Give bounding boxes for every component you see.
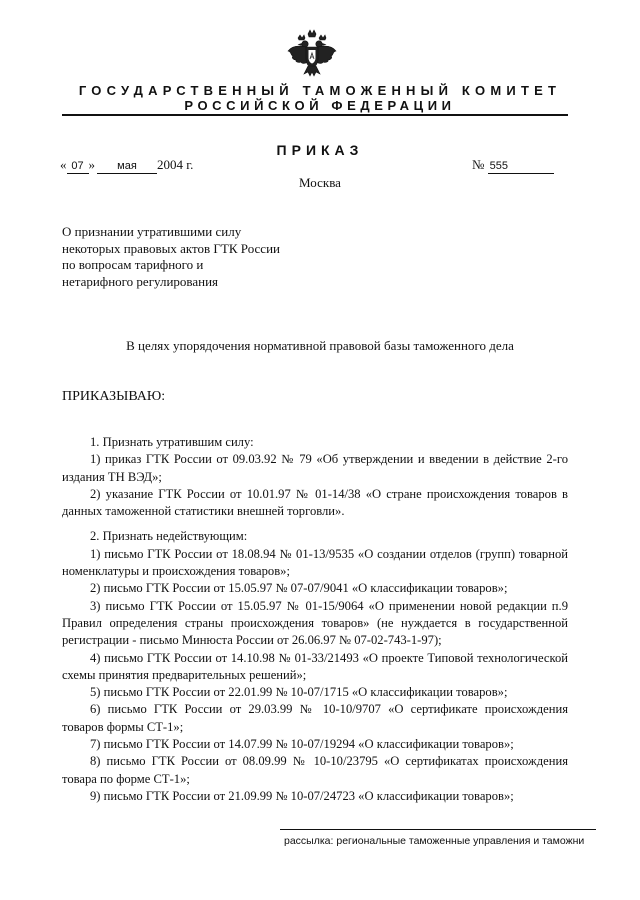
coat-of-arms-icon bbox=[286, 28, 338, 78]
date-day: 07 bbox=[67, 160, 89, 174]
number-value: 555 bbox=[488, 160, 554, 174]
list-item: 8) письмо ГТК России от 08.09.99 № 10-10/23795 «О сертификатах происхождения товара по форме СТ-1»; bbox=[62, 754, 568, 786]
section-heading: 1. Признать утратившим силу: bbox=[90, 435, 254, 449]
organization-country: РОССИЙСКОЙ ФЕДЕРАЦИИ bbox=[184, 98, 456, 113]
directive-heading: ПРИКАЗЫВАЮ: bbox=[62, 389, 166, 404]
subject-line: О признании утратившими силу bbox=[62, 224, 242, 239]
document-title: ПРИКАЗ bbox=[276, 142, 364, 158]
purpose-statement: В целях упорядочения нормативной правовой базы таможенного дела bbox=[126, 338, 514, 353]
list-item: 3) письмо ГТК России от 15.05.97 № 01-15/9064 «О применении новой редакции п.9 Правил определения страны происхождения товаров» (не нуждается в государственной регистрации - письмо Минюста России от 26.06.97 № 07-02-743-1-97); bbox=[62, 598, 568, 648]
number-label: № bbox=[472, 157, 485, 172]
mailing-list: рассылка: региональные таможенные управления и таможни bbox=[284, 835, 585, 847]
list-item: 6) письмо ГТК России от 29.03.99 № 10-10/9707 «О сертификате происхождения товаров формы СТ-1»; bbox=[62, 702, 568, 734]
list-item: 1) приказ ГТК России от 09.03.92 № 79 «Об утверждении и введении в действие 2-го издания ТН ВЭД»; bbox=[62, 452, 568, 484]
date-close-quote: » bbox=[88, 157, 95, 172]
list-item: 2) письмо ГТК России от 15.05.97 № 07-07/9041 «О классификации товаров»; bbox=[90, 581, 508, 596]
order-body bbox=[62, 434, 568, 805]
list-item: 5) письмо ГТК России от 22.01.99 № 10-07/1715 «О классификации товаров»; bbox=[90, 685, 508, 700]
order-number bbox=[472, 157, 554, 174]
header-divider bbox=[62, 114, 568, 116]
subject-line: нетарифного регулирования bbox=[62, 273, 219, 289]
list-item: 4) письмо ГТК России от 14.10.98 № 01-33/21493 «О проекте Типовой технологической схемы принятия предварительных решений»; bbox=[62, 650, 568, 682]
organization-name: ГОСУДАРСТВЕННЫЙ ТАМОЖЕННЫЙ КОМИТЕТ bbox=[78, 83, 562, 98]
section-heading: 2. Признать недействующим: bbox=[90, 529, 248, 544]
list-item: 2) указание ГТК России от 10.01.97 № 01-14/38 «О стране происхождения товаров в данных таможенной статистики внешней торговли». bbox=[62, 486, 568, 519]
list-item: 9) письмо ГТК России от 21.09.99 № 10-07/24723 «О классификации товаров»; bbox=[90, 788, 514, 803]
city: Москва bbox=[299, 175, 341, 190]
subject-line: некоторых правовых актов ГТК России bbox=[62, 240, 280, 256]
date-month: мая bbox=[97, 160, 157, 174]
subject-line: по вопросам тарифного и bbox=[62, 257, 204, 272]
list-item: 7) письмо ГТК России от 14.07.99 № 10-07/19294 «О классификации товаров»; bbox=[90, 737, 514, 752]
subject-block bbox=[62, 224, 280, 290]
footer-divider bbox=[280, 829, 596, 830]
list-item: 1) письмо ГТК России от 18.08.94 № 01-13/9535 «О создании отделов (групп) товарной номенклатуры и происхождения товаров»; bbox=[62, 546, 568, 579]
order-date bbox=[60, 157, 193, 174]
date-open-quote: « bbox=[60, 157, 67, 172]
date-year: 2004 г. bbox=[157, 157, 194, 172]
